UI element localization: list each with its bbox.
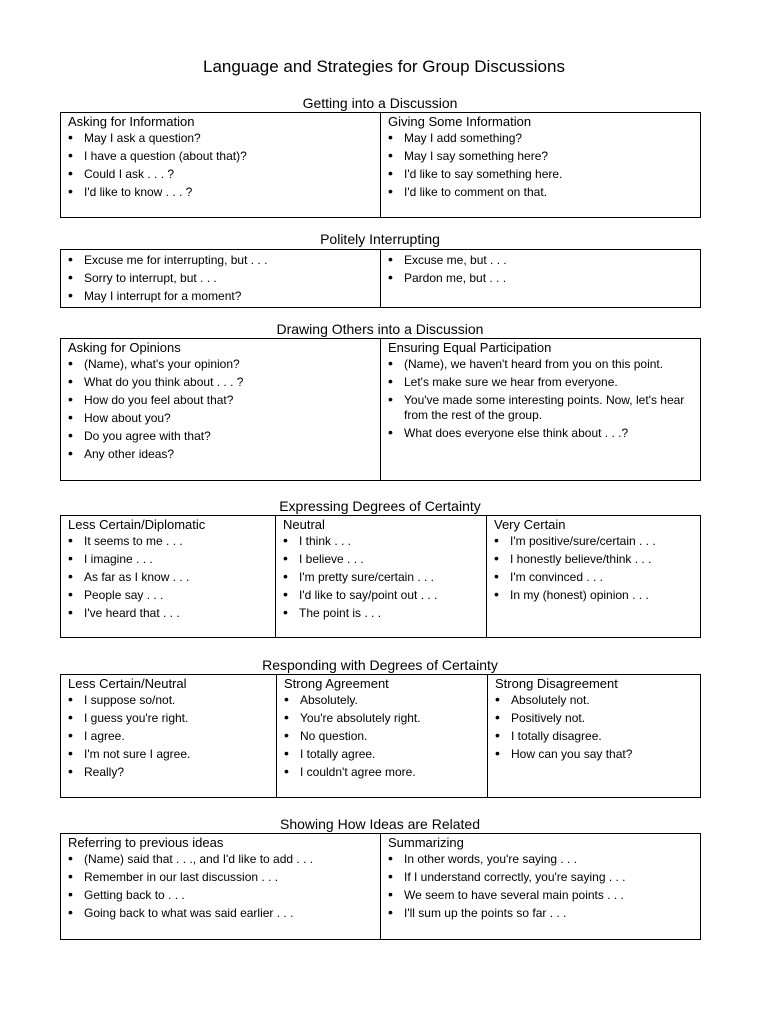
column-strong-agreement <box>277 675 488 798</box>
column-heading: Giving Some Information <box>388 114 532 129</box>
phrase-list <box>68 852 374 921</box>
phrase-list <box>283 534 480 621</box>
section-title-getting-into-a-discussion: Getting into a Discussion <box>302 95 458 111</box>
list-item: • Really? <box>68 765 270 780</box>
phrase-list <box>68 693 270 780</box>
list-item: • In other words, you're saying . . . <box>388 852 694 867</box>
phrase-list <box>68 534 269 621</box>
column-giving-some-information <box>381 113 701 218</box>
column-very-certain <box>487 516 701 638</box>
list-item: • I have a question (about that)? <box>68 149 374 164</box>
list-item: • I've heard that . . . <box>68 606 269 621</box>
list-item: • I agree. <box>68 729 270 744</box>
list-item: • How do you feel about that? <box>68 393 374 408</box>
list-item: • As far as I know . . . <box>68 570 269 585</box>
column-neutral <box>276 516 487 638</box>
list-item: • I'm positive/sure/certain . . . <box>494 534 694 549</box>
column-heading: Neutral <box>283 517 325 532</box>
list-item: • Do you agree with that? <box>68 429 374 444</box>
list-item: • I totally agree. <box>284 747 481 762</box>
column-less-certain-diplomatic <box>61 516 276 638</box>
column-heading: Strong Disagreement <box>495 676 618 691</box>
column-asking-for-information <box>61 113 381 218</box>
list-item: • I suppose so/not. <box>68 693 270 708</box>
column-heading: Referring to previous ideas <box>68 835 224 850</box>
list-item: • Excuse me for interrupting, but . . . <box>68 253 374 268</box>
column-heading: Less Certain/Neutral <box>68 676 187 691</box>
list-item: • It seems to me . . . <box>68 534 269 549</box>
list-item: • (Name), what's your opinion? <box>68 357 374 372</box>
phrase-list <box>68 357 374 462</box>
list-item: • In my (honest) opinion . . . <box>494 588 694 603</box>
section-table-drawing-others-into-a-discussion <box>60 338 701 481</box>
document-title: Language and Strategies for Group Discussions <box>203 57 565 76</box>
phrase-list <box>495 693 694 762</box>
column-ensuring-equal-participation <box>381 339 701 481</box>
list-item: • What do you think about . . . ? <box>68 375 374 390</box>
list-item: • I'd like to say/point out . . . <box>283 588 480 603</box>
column-heading: Asking for Opinions <box>68 340 181 355</box>
column-strong-disagreement <box>488 675 701 798</box>
section-title-drawing-others-into-a-discussion: Drawing Others into a Discussion <box>276 321 484 337</box>
list-item: • Absolutely not. <box>495 693 694 708</box>
section-table-politely-interrupting <box>60 249 701 308</box>
column-less-certain-neutral <box>61 675 277 798</box>
phrase-list <box>494 534 694 603</box>
list-item: • You're absolutely right. <box>284 711 481 726</box>
list-item: • May I add something? <box>388 131 694 146</box>
section-title-responding-with-degrees-of-certainty: Responding with Degrees of Certainty <box>262 657 498 673</box>
section-title-politely-interrupting: Politely Interrupting <box>320 231 440 247</box>
column-asking-for-opinions <box>61 339 381 481</box>
list-item: • Remember in our last discussion . . . <box>68 870 374 885</box>
list-item: • The point is . . . <box>283 606 480 621</box>
list-item: • Let's make sure we hear from everyone. <box>388 375 694 390</box>
list-item: • May I say something here? <box>388 149 694 164</box>
list-item: • I'm not sure I agree. <box>68 747 270 762</box>
phrase-list <box>68 253 374 304</box>
phrase-list <box>68 131 374 200</box>
list-item: • Could I ask . . . ? <box>68 167 374 182</box>
column-heading: Less Certain/Diplomatic <box>68 517 206 532</box>
list-item: • Pardon me, but . . . <box>388 271 694 286</box>
list-item: • If I understand correctly, you're saying . . . <box>388 870 694 885</box>
list-item: • People say . . . <box>68 588 269 603</box>
list-item: • Excuse me, but . . . <box>388 253 694 268</box>
column-heading: Strong Agreement <box>284 676 389 691</box>
list-item: • Getting back to . . . <box>68 888 374 903</box>
list-item: • Sorry to interrupt, but . . . <box>68 271 374 286</box>
list-item: • May I ask a question? <box>68 131 374 146</box>
column-referring-to-previous-ideas <box>61 834 381 940</box>
list-item: • I totally disagree. <box>495 729 694 744</box>
section-table-expressing-degrees-of-certainty <box>60 515 701 638</box>
phrase-list <box>388 852 694 921</box>
section-table-showing-how-ideas-are-related <box>60 833 701 940</box>
phrase-list <box>284 693 481 780</box>
list-item: • I'd like to comment on that. <box>388 185 694 200</box>
section-title-expressing-degrees-of-certainty: Expressing Degrees of Certainty <box>279 498 481 514</box>
list-item: • May I interrupt for a moment? <box>68 289 374 304</box>
column-list-2 <box>381 250 701 308</box>
list-item: • I imagine . . . <box>68 552 269 567</box>
column-heading: Ensuring Equal Participation <box>388 340 552 355</box>
list-item: • I think . . . <box>283 534 480 549</box>
list-item: • No question. <box>284 729 481 744</box>
list-item: • I'm convinced . . . <box>494 570 694 585</box>
list-item: • I'd like to know . . . ? <box>68 185 374 200</box>
list-item: • Absolutely. <box>284 693 481 708</box>
list-item: • You've made some interesting points. Now, let's hear from the rest of the group. <box>388 393 694 423</box>
column-heading: Very Certain <box>494 517 566 532</box>
section-table-responding-with-degrees-of-certainty <box>60 674 701 798</box>
list-item: • I'd like to say something here. <box>388 167 694 182</box>
list-item: • Positively not. <box>495 711 694 726</box>
phrase-list <box>388 253 694 286</box>
phrase-list <box>388 131 694 200</box>
phrase-list <box>388 357 694 441</box>
list-item: • What does everyone else think about . . .? <box>388 426 694 441</box>
list-item: • Going back to what was said earlier . . . <box>68 906 374 921</box>
list-item: • We seem to have several main points . . . <box>388 888 694 903</box>
list-item: • I believe . . . <box>283 552 480 567</box>
list-item: • I honestly believe/think . . . <box>494 552 694 567</box>
column-heading: Asking for Information <box>68 114 195 129</box>
column-heading: Summarizing <box>388 835 464 850</box>
list-item: • How about you? <box>68 411 374 426</box>
list-item: • I'm pretty sure/certain . . . <box>283 570 480 585</box>
column-summarizing <box>381 834 701 940</box>
list-item: • I guess you're right. <box>68 711 270 726</box>
list-item: • I'll sum up the points so far . . . <box>388 906 694 921</box>
list-item: • (Name) said that . . ., and I'd like to add . . . <box>68 852 374 867</box>
list-item: • (Name), we haven't heard from you on this point. <box>388 357 694 372</box>
section-table-getting-into-a-discussion <box>60 112 701 218</box>
list-item: • I couldn't agree more. <box>284 765 481 780</box>
list-item: • Any other ideas? <box>68 447 374 462</box>
section-title-showing-how-ideas-are-related: Showing How Ideas are Related <box>279 816 480 832</box>
list-item: • How can you say that? <box>495 747 694 762</box>
column-list-1 <box>61 250 381 308</box>
